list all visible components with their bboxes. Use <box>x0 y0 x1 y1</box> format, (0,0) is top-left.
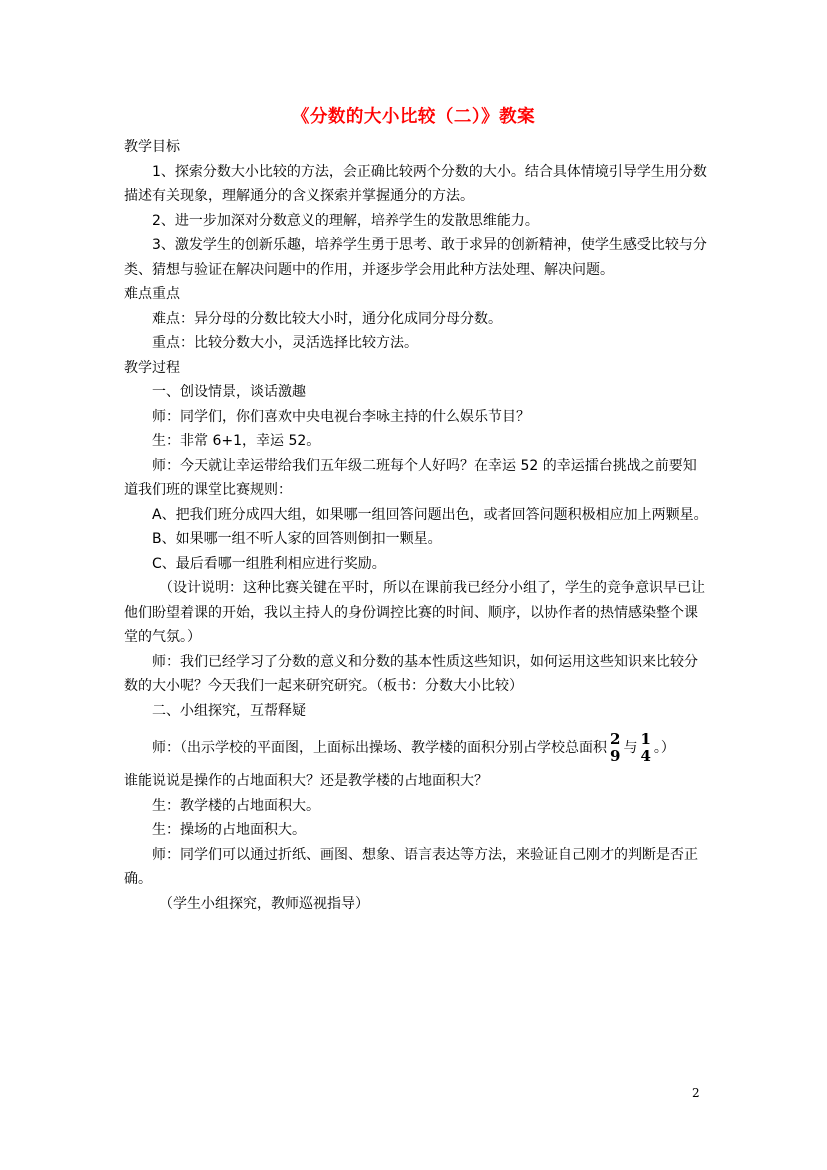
key-point-paragraph: 重点：比较分数大小，灵活选择比较方法。 <box>152 335 418 351</box>
fraction-two-ninths <box>610 731 620 765</box>
section-heading-goals: 教学目标 <box>124 139 180 155</box>
document-title: 《分数的大小比较（二）》教案 <box>291 107 536 127</box>
fraction-one-quarter <box>640 731 650 765</box>
dialogue-paragraph: 生：操场的占地面积大。 <box>152 822 306 838</box>
goal-paragraph-1: 1、探索分数大小比较的方法，会正确比较两个分数的大小。结合具体情境引导学生用分数描述有关现象，理解通分的含义探索并掌握通分的方法。 <box>124 163 707 204</box>
goal-paragraph-2: 2、进一步加深对分数意义的理解，培养学生的发散思维能力。 <box>152 212 539 229</box>
fraction-connector: 与 <box>623 740 638 756</box>
fraction-numerator: 2 <box>610 730 621 748</box>
fraction-paragraph-end: 。） <box>653 740 675 756</box>
step-heading-2: 二、小组探究，互帮释疑 <box>152 702 306 719</box>
dialogue-paragraph: 生：非常 6+1，幸运 52。 <box>152 433 321 449</box>
section-heading-key: 难点重点 <box>124 286 180 302</box>
fraction-paragraph <box>124 731 710 765</box>
design-note-paragraph: （设计说明：这种比赛关键在平时，所以在课前我已经分小组了，学生的竞争意识早已让他们盼望着课的开始，我以主持人的身份调控比赛的时间、顺序，以协作者的热情感染整个课堂的气氛。） <box>124 580 705 645</box>
dialogue-paragraph: 师：同学们可以通过折纸、画图、想象、语言表达等方法，来验证自己刚才的判断是否正确。 <box>124 846 698 887</box>
dialogue-paragraph: 师：我们已经学习了分数的意义和分数的基本性质这些知识，如何运用这些知识来比较分数的大小呢？今天我们一起来研究研究。（板书：分数大小比较） <box>124 653 698 694</box>
question-paragraph: 谁能说说是操作的占地面积大？还是教学楼的占地面积大？ <box>124 773 488 789</box>
activity-note-paragraph: （学生小组探究，教师巡视指导） <box>159 895 369 912</box>
fraction-numerator: 1 <box>640 730 651 748</box>
difficulty-paragraph: 难点：异分母的分数比较大小时，通分化成同分母分数。 <box>152 310 502 327</box>
rule-c-paragraph: C、最后看哪一组胜利相应进行奖励。 <box>152 555 386 572</box>
dialogue-paragraph: 师：同学们，你们喜欢中央电视台李咏主持的什么娱乐节目？ <box>152 408 530 425</box>
fraction-denominator: 9 <box>610 747 621 765</box>
step-heading-1: 一、创设情景，谈话激趣 <box>152 384 306 400</box>
fraction-denominator: 4 <box>640 747 651 765</box>
fraction-paragraph-text: 师：（出示学校的平面图，上面标出操场、教学楼的面积分别占学校总面积 <box>152 740 607 756</box>
rule-b-paragraph: B、如果哪一组不听人家的回答则倒扣一颗星。 <box>152 531 442 547</box>
section-heading-process: 教学过程 <box>124 359 180 376</box>
goal-paragraph-3: 3、激发学生的创新乐趣，培养学生勇于思考、敢于求异的创新精神，使学生感受比较与分类、猜想与验证在解决问题中的作用，并逐步学会用此种方法处理、解决问题。 <box>124 237 707 278</box>
page-number: 2 <box>692 1086 700 1100</box>
dialogue-paragraph: 生：教学楼的占地面积大。 <box>152 797 320 814</box>
dialogue-paragraph: 师：今天就让幸运带给我们五年级二班每个人好吗？在幸运 52 的幸运擂台挑战之前要知道我们班的课堂比赛规则： <box>124 457 697 498</box>
document-body <box>124 135 710 916</box>
rule-a-paragraph: A、把我们班分成四大组，如果哪一组回答问题出色，或者回答问题积极相应加上两颗星。 <box>152 506 708 523</box>
